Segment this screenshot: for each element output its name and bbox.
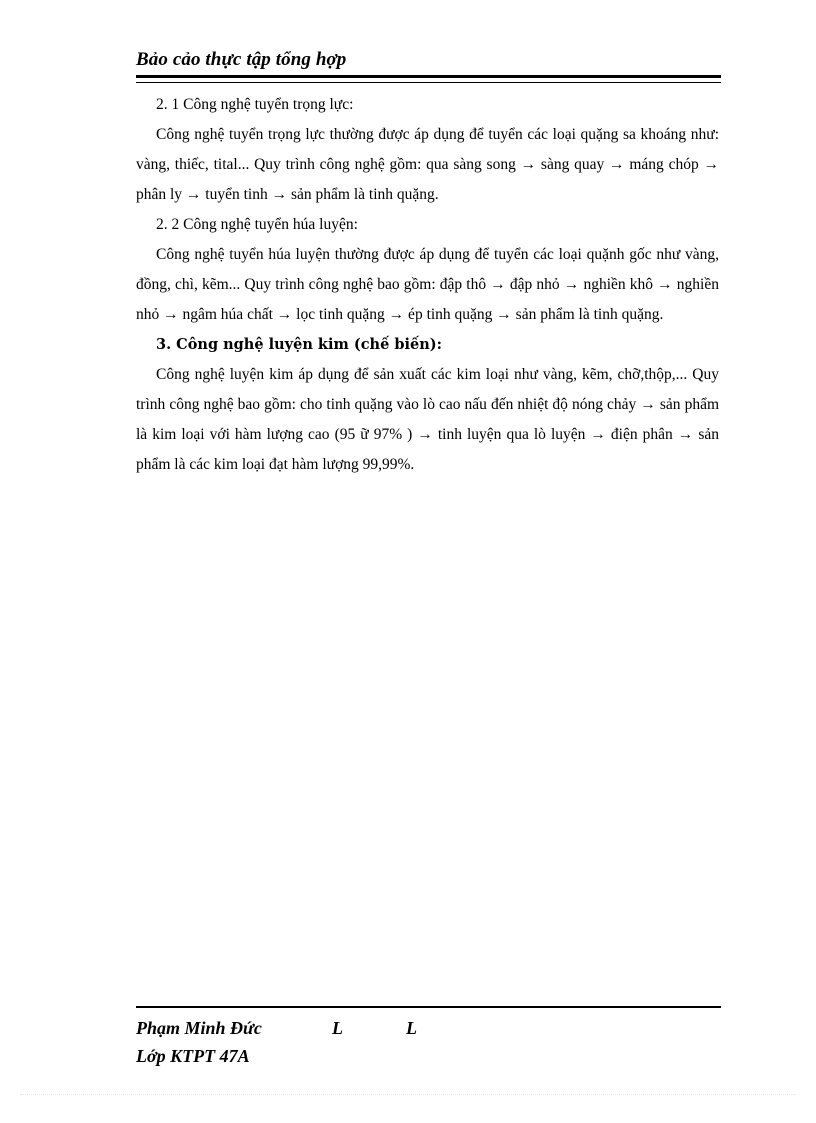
paragraph-metallurgy: Công nghệ luyện kim áp dụng để sản xuất các kim loại như vàng, kẽm, chỡ,thộp,... Quy trình công nghệ bao gồm: cho tinh quặng vào lò cao nấu đến nhiệt độ nóng chảy → sản phẩm là kim loại với hàm lượng cao (95 ữ 97% ) → tinh luyện qua lò luyện → điện phân → sản phẩm là các kim loại đạt hàm lượng 99,99%. (136, 366, 719, 473)
footer-divider (136, 1006, 721, 1008)
paragraph-chemical-separation: Công nghệ tuyển húa luyện thường được áp dụng để tuyển các loại quặnh gốc như vàng, đồng, chì, kẽm... Quy trình công nghệ bao gồm: đập thô → đập nhỏ → nghiền khô → nghiền nhỏ → ngâm húa chất → lọc tinh quặng → ép tinh quặng → sản phẩm là tinh quặng. (136, 246, 719, 323)
footer-class: Lớp KTPT 47A (136, 1046, 250, 1066)
footer-author-name: Phạm Minh Đức (136, 1018, 262, 1038)
header-title: Bảo cảo thực tập tổng hợp (136, 49, 347, 70)
section-heading-2-1: 2. 1 Công nghệ tuyển trọng lực: (156, 96, 354, 113)
page-footer (136, 1006, 721, 1070)
footer-mark-2: L (406, 1018, 417, 1038)
section-heading-2-2: 2. 2 Công nghệ tuyển húa luyện: (156, 216, 358, 233)
footer-mark-1: L (332, 1018, 343, 1038)
paragraph-gravity-separation: Công nghệ tuyển trọng lực thường được áp dụng để tuyển các loại quặng sa khoáng như: vàng, thiếc, tital... Quy trình công nghệ gồm: qua sàng song → sàng quay → máng chóp → phân ly → tuyển tinh → sản phẩm là tinh quặng. (136, 126, 719, 203)
footer-class-line (136, 1042, 721, 1070)
page-bottom-edge (20, 1094, 796, 1095)
page-header (136, 48, 721, 83)
document-body (136, 90, 719, 480)
section-heading-3: 3. Công nghệ luyện kim (chế biến): (156, 336, 442, 353)
footer-author-line (136, 1014, 721, 1042)
header-divider (136, 75, 721, 83)
